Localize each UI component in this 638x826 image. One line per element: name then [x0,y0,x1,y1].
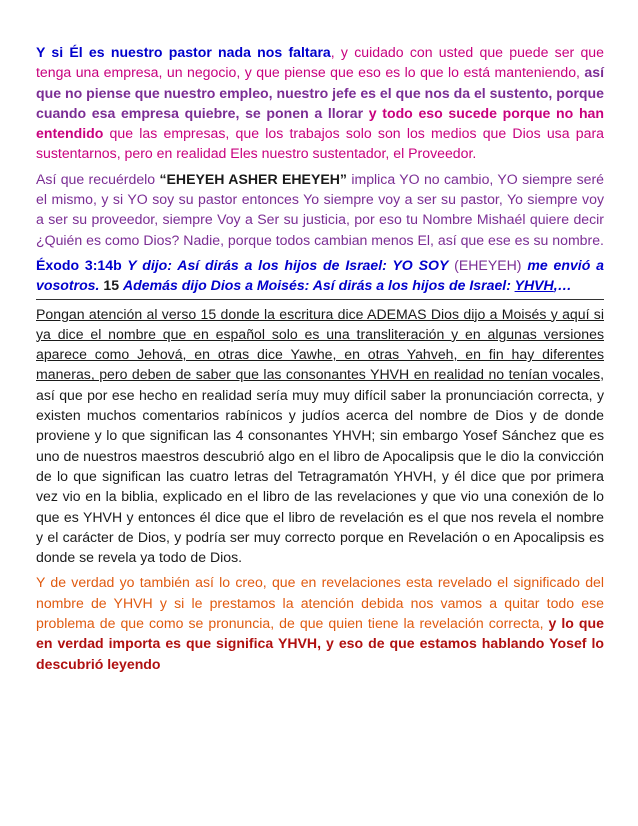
p4-underlined: Pongan atención al verso 15 donde la escritura dice ADEMAS Dios dijo a Moisés y aquí si ya dice el nombre que en español solo es una transliteración y en algunas versiones aparece como Jehová, en otras dice Yawhe, en otras Yahveh, en fin hay diferentes maneras, pero deben de saber que las consonantes YHVH en realidad no tenían vocales [36,305,604,383]
paragraph-5 [36,572,604,673]
p3-reference: Éxodo 3:14b [36,256,122,273]
document-page [36,42,604,679]
paragraph-3-scripture [36,255,604,300]
p3-yhvh: YHVH [514,277,554,294]
p1-bold-magenta: y todo eso sucede porque no han entendido [36,104,604,142]
p5-orange: Y de verdad yo también así lo creo, que en revelaciones esta revelado el significado del nombre de YHVH y si le prestamos la atención debida nos vamos a quitar todo ese problema de que como se pronuncia, de que quien tiene la revelación correcta, [36,574,604,632]
p3-verse-num: 15 [99,277,123,294]
p2-body: implica YO no cambio, YO siempre seré el mismo, y si YO soy su pastor entonces Yo siempre voy a ser su pastor, Yo siempre voy a ser su proveedor, siempre Voy a Ser su justicia, por eso tu Nombre Mishaél quiere decir ¿Quién es como Dios? Nadie, porque todos cambian menos El, así que ese es su nombre. [36,170,604,248]
p1-magenta-end: que las empresas, que los trabajos solo son los medios que Dios usa para sustentarnos, pero en realidad Eles nuestro sustentador, el Proveedor. [36,125,604,162]
p3-eheyeh: (EHEYEH) [448,256,528,273]
paragraph-4 [36,304,604,568]
p5-bold-red: y lo que en verdad importa es que significa YHVH, y eso de que estamos hablando Yosef lo descubrió leyendo [36,615,604,672]
p1-magenta: , y cuidado con usted que puede ser que tenga una empresa, un negocio, y que piense que eso es lo que lo está manteniendo, [36,44,604,81]
p4-body: , así que por ese hecho en realidad sería muy muy difícil saber la pronunciación correcta, y existen muchos comentarios rabínicos y judíos acerca del nombre de Dios y de donde proviene y lo que significan las 4 consonantes YHVH; sin embargo Yosef Sánchez que es uno de nuestros maestros descubrió algo en el libro de Apocalipsis que le dio la convicción de lo que significan las cuatro letras del Tetragramatón YHVH, y él dice que por primera vez vio en la biblia, explicado en el libro de las revelaciones y que vio una conexión de lo que es YHVH y entonces él dice que el libro de revelación es el que nos revela el nombre y el carácter de Dios, y podría ser muy correcto porque en Revelación o en Apocalipsis es donde se revela ya todo de Dios. [36,366,604,566]
p3-ellipsis: ,… [553,277,572,294]
p3-verse-b: me envió a vosotros. [36,256,604,294]
p1-bold-blue: Y si Él es nuestro pastor nada nos faltara [36,44,331,60]
p2-ehyeh: “EHEYEH ASHER EHEYEH” [159,170,347,187]
p2-start: Así que recuérdelo [36,170,160,187]
paragraph-2 [36,169,604,250]
paragraph-1 [36,42,604,164]
p3-verse-a: Y dijo: Así dirás a los hijos de Israel: YO SOY [121,256,449,273]
p3-verse-c: Además dijo Dios a Moisés: Así dirás a los hijos de Israel: [122,277,515,294]
p1-bold-purple: así que no piense que nuestro empleo, nuestro jefe es el que nos da el sustento, porque cuando esa empresa quiebre, se ponen a llorar [36,64,604,121]
